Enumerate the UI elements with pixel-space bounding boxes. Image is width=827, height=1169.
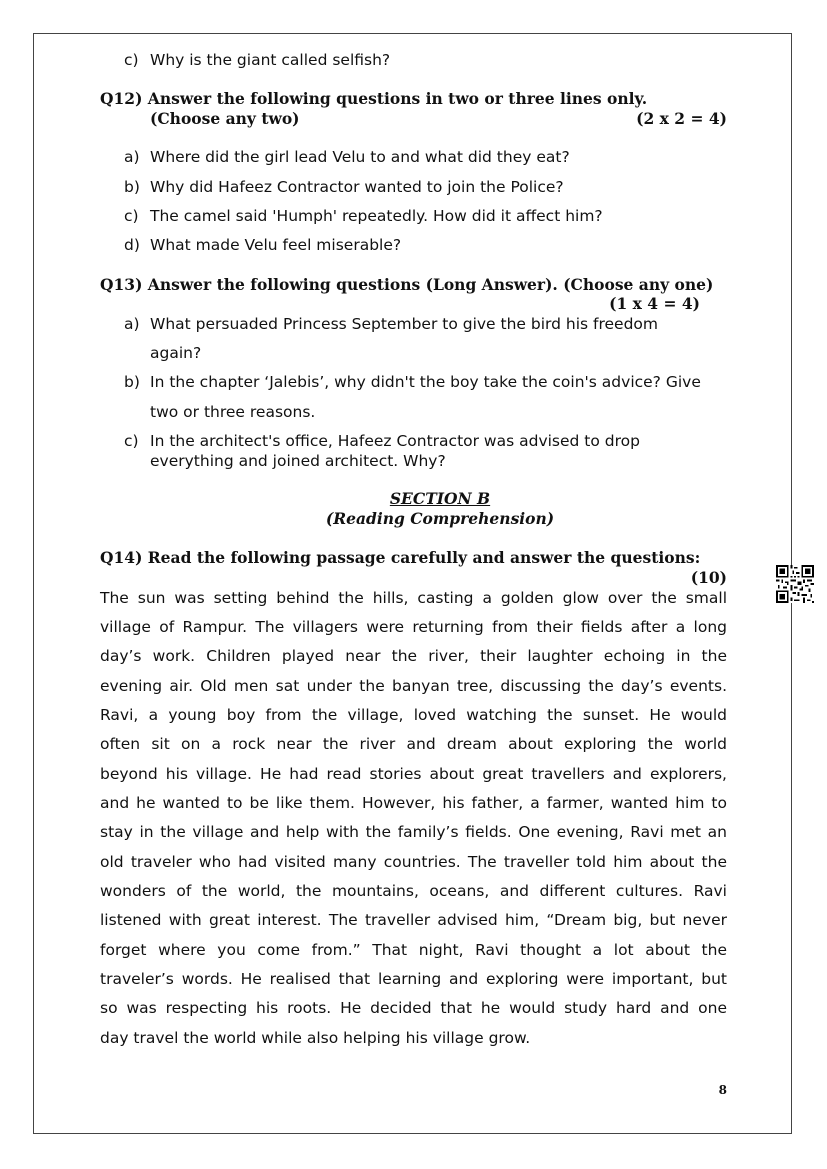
q13-c-line1: In the architect's office, Hafeez Contractor was advised to drop [150,432,640,450]
passage-line: The sun was setting behind the hills, casting a golden glow over the small [100,589,727,607]
q12-a-text: Where did the girl lead Velu to and what did they eat? [150,148,570,166]
passage-line: wonders of the world, the mountains, oceans, and different cultures. Ravi [100,882,727,900]
page-number: 8 [718,1083,727,1097]
q12-b-label: b) [124,178,140,196]
q13-b-line2: two or three reasons. [150,403,316,421]
passage-line: village of Rampur. The villagers were returning from their fields after a long [100,618,727,636]
passage-line: day’s work. Children played near the river, their laughter echoing in the [100,647,727,665]
passage-line: forget where you come from.” That night, Ravi thought a lot about the [100,941,727,959]
passage-line: Ravi, a young boy from the village, loved watching the sunset. He would [100,706,727,724]
q12-subtitle: (Choose any two) [150,109,300,128]
q12-c-label: c) [124,207,139,225]
q14-title: Q14) Read the following passage carefully and answer the questions: [100,548,701,567]
passage-line: so was respecting his roots. He decided that he would study hard and one [100,999,727,1017]
passage-line: day travel the world while also helping his village grow. [100,1029,531,1047]
q13-b-line1: In the chapter ‘Jalebis’, why didn't the boy take the coin's advice? Give [150,373,701,391]
q13-c-label: c) [124,432,139,450]
section-b-title-text: SECTION B [389,489,491,508]
q13-a-line1: What persuaded Princess September to give the bird his freedom [150,315,659,333]
qr-code-icon [776,565,814,603]
q13-c-line2: everything and joined architect. Why? [150,452,446,470]
q13-title: Q13) Answer the following questions (Long Answer). (Choose any one) [100,275,714,294]
q12-c-text: The camel said 'Humph' repeatedly. How did it affect him? [150,207,603,225]
q11-c-label: c) [124,51,139,69]
q13-b-label: b) [124,373,140,391]
q12-b-text: Why did Hafeez Contractor wanted to join the Police? [150,178,564,196]
passage-line: listened with great interest. The traveller advised him, “Dream big, but never [100,911,727,929]
section-b-title [100,489,780,509]
passage-line: traveler’s words. He realised that learning and exploring were important, but [100,970,727,988]
q11-c-text: Why is the giant called selfish? [150,51,391,69]
passage-line: stay in the village and help with the family’s fields. One evening, Ravi met an [100,823,727,841]
passage-line: often sit on a rock near the river and dream about exploring the world [100,735,727,753]
q13-a-label: a) [124,315,140,333]
q13-marks: (1 x 4 = 4) [609,294,700,313]
q12-title: Q12) Answer the following questions in two or three lines only. [100,89,648,108]
q12-d-label: d) [124,236,140,254]
section-b-subtitle: (Reading Comprehension) [325,509,555,528]
q12-marks: (2 x 2 = 4) [636,109,727,128]
q12-d-text: What made Velu feel miserable? [150,236,402,254]
passage-line: and he wanted to be like them. However, his father, a farmer, wanted him to [100,794,727,812]
q14-marks: (10) [690,568,727,587]
passage-line: old traveler who had visited many countries. The traveller told him about the [100,853,727,871]
passage-line: evening air. Old men sat under the banyan tree, discussing the day’s events. [100,677,727,695]
q13-a-line2: again? [150,344,202,362]
q12-a-label: a) [124,148,140,166]
passage-line: beyond his village. He had read stories about great travellers and explorers, [100,765,727,783]
